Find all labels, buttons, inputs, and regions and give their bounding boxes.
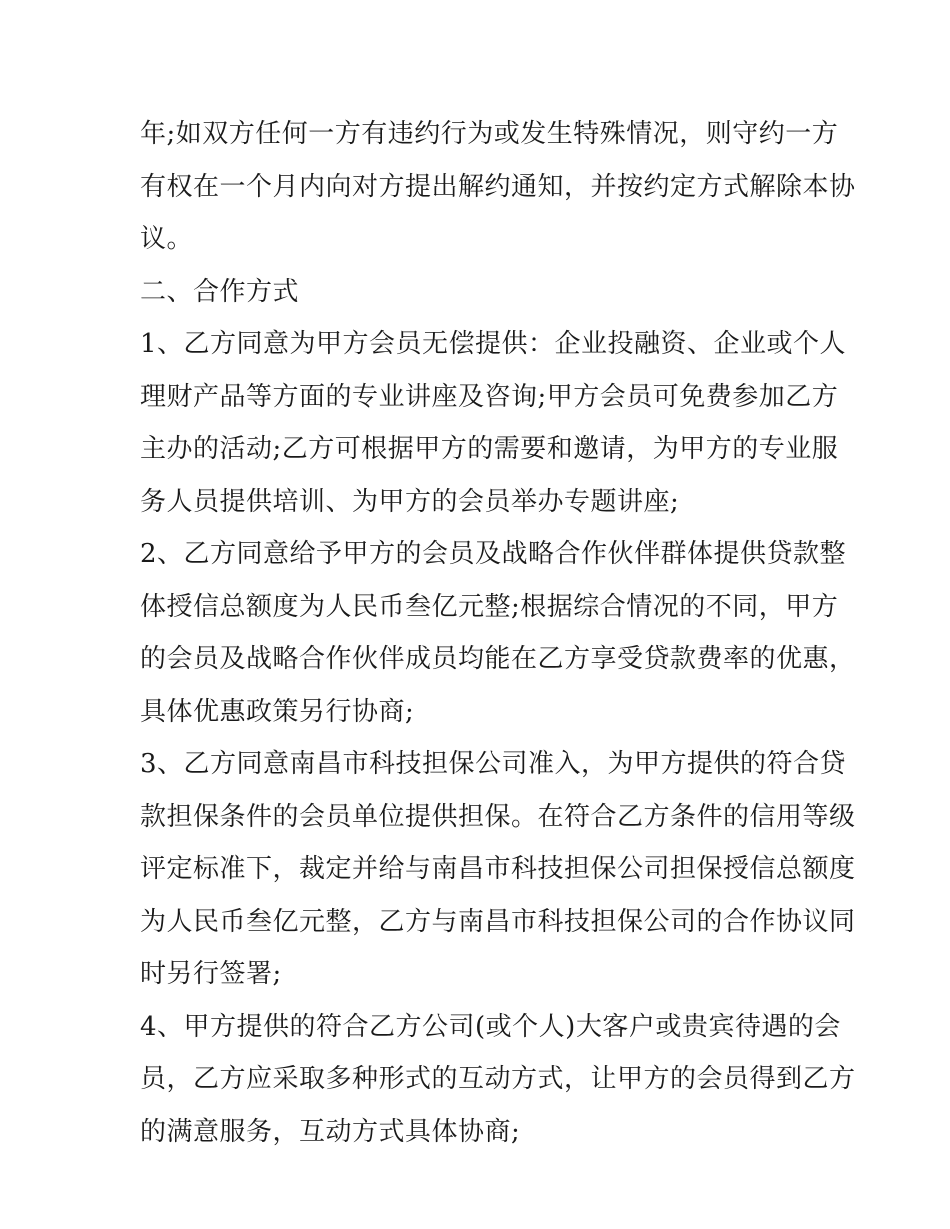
text-line: 为人民币叁亿元整，乙方与南昌市科技担保公司的合作协议同: [140, 906, 856, 937]
text-line: 有权在一个月内向对方提出解约通知，并按约定方式解除本协: [140, 171, 856, 202]
text-line: 具体优惠政策另行协商;: [140, 696, 415, 727]
text-line: 的满意服务，互动方式具体协商;: [140, 1116, 521, 1147]
text-line: 3、乙方同意南昌市科技担保公司准入，为甲方提供的符合贷: [140, 749, 847, 779]
text-line: 的会员及战略合作伙伴成员均能在乙方享受贷款费率的优惠，: [140, 644, 856, 674]
text-line: 体授信总额度为人民币叁亿元整;根据综合情况的不同，甲方: [140, 591, 839, 622]
text-line: 4、甲方提供的符合乙方公司(或个人)大客户或贵宾待遇的会: [140, 1011, 841, 1042]
document-body: [140, 108, 856, 1158]
text-line: 评定标准下，裁定并给与南昌市科技担保公司担保授信总额度: [140, 854, 856, 884]
text-line: 主办的活动;乙方可根据甲方的需要和邀请，为甲方的专业服: [140, 434, 839, 464]
text-line: 年;如双方任何一方有违约行为或发生特殊情况，则守约一方: [140, 119, 839, 149]
text-line: 员，乙方应采取多种形式的互动方式，让甲方的会员得到乙方: [140, 1064, 856, 1094]
text-line: 1、乙方同意为甲方会员无偿提供：企业投融资、企业或个人: [140, 329, 847, 359]
text-line: 款担保条件的会员单位提供担保。在符合乙方条件的信用等级: [140, 801, 856, 832]
section-heading: 二、合作方式: [140, 276, 300, 307]
text-line: 务人员提供培训、为甲方的会员举办专题讲座;: [140, 486, 680, 517]
text-line: 议。: [140, 224, 194, 254]
text-line: 2、乙方同意给予甲方的会员及战略合作伙伴群体提供贷款整: [140, 539, 847, 569]
text-line: 时另行签署;: [140, 959, 282, 989]
text-line: 理财产品等方面的专业讲座及咨询;甲方会员可免费参加乙方: [140, 381, 839, 412]
